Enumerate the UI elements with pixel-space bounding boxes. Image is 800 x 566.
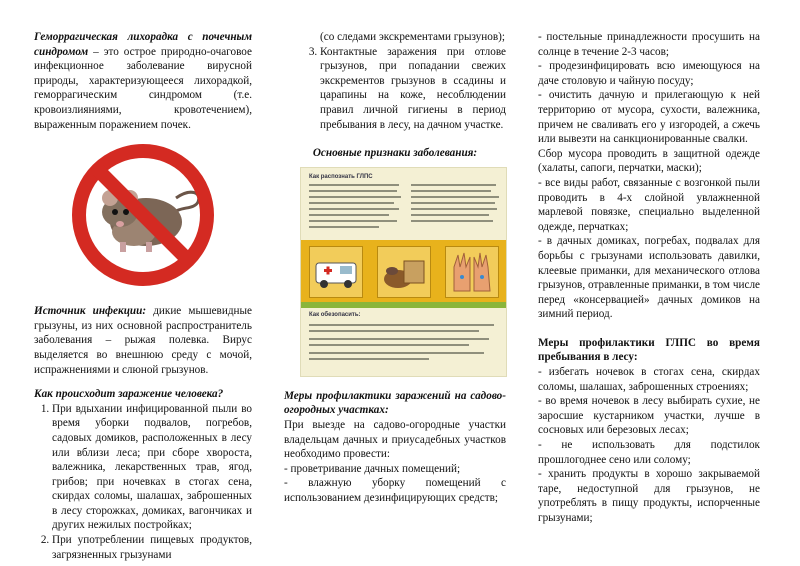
column-3: [538, 30, 760, 526]
forest-item: - не использовать для подстилок прошлогоднее сено или солому;: [538, 439, 760, 466]
how-list: [34, 402, 252, 563]
garden-item: - все виды работ, связанные с возгонкой пыли проводить в 4-х слойной увлажненной марлевой повязке, специально выделенной одежде, перчатках;: [538, 176, 760, 233]
poster-title: Как распознать ГЛПС: [309, 173, 373, 180]
signs-heading: Основные признаки заболевания:: [312, 147, 478, 160]
forest-item: - хранить продукты в хорошо закрываемой таре, недоступной для грызунов, не употреблять в пищу продукты, испорченные грызунами;: [538, 468, 760, 524]
ambulance-icon: [309, 246, 363, 298]
garden-intro: При выезде на садово-огородные участки владельцам дачных и приусадебных участков необходимо провести:: [284, 418, 506, 461]
list-item: 1. При вдыхании инфицированной пыли во время уборки подвалов, погребов, садовых домиков, расположенных в лесу или вблизи леса; при сборе хвороста, валежника, лекарственных трав, ягод, грибов; при ночевках в стогах сена, скирдах соломы, шалашах, заброшенных в лесу сторожках, домиках, вагончиках и других нежилых постройках;: [52, 402, 252, 533]
source-paragraph: [34, 304, 252, 377]
list-item: 3. Контактные заражения при отлове грызунов, при попадании свежих экскрементов грызунов в ссадины и царапины на коже, несоблюдении правил личной гигиены в период пребывания в лесу, на дачном участке.: [320, 45, 506, 133]
hands-icon: [445, 246, 499, 298]
how-heading: Как происходит заражение человека?: [34, 388, 224, 401]
source-text: дикие мышевидные грызуны, из них основной распространитель заболевания – рыжая полевка. Вирус выделяется во внешнюю среду с мочой, испражнениями и слюной грызунов.: [34, 305, 252, 376]
infection-list-cont: [284, 45, 506, 133]
forest-item: - во время ночевок в лесу выбирать сухие, не заросшие кустарником участки, лучше в сосновых или березовых лесах;: [538, 395, 760, 437]
forest-heading: Меры профилактики ГЛПС во время пребывания в лесу:: [538, 336, 760, 364]
bread-icon: [377, 246, 431, 298]
garden-item: - влажную уборку помещений с использованием дезинфицирующих средств;: [284, 477, 506, 504]
garden-item: - в дачных домиках, погребах, подвалах для борьбы с грызунами использовать давилки, клеевые приманки, для механического отлова грызунов, отравленные приманки, в том числе перед «консервацией» дачных домиков на зимний период.: [538, 235, 760, 321]
poster-subtitle: Как обезопасить:: [309, 311, 361, 318]
garden-item: - очистить дачную и прилегающую к ней территорию от мусора, сухости, валежника, причем не сваливать его у изгородей, а сжечь или вывезти на санкционированные свалки.: [538, 89, 760, 146]
symptoms-poster: [300, 167, 507, 377]
list-item: 2. При употреблении пищевых продуктов, загрязненных грызунами: [52, 533, 252, 562]
garden-item: - проветривание дачных помещений;: [284, 462, 461, 475]
source-heading: Источник инфекции:: [34, 305, 147, 318]
no-rats-sign-icon: [68, 140, 218, 290]
forest-item: - избегать ночевок в стогах сена, скирдах соломы, шалашах, заброшенных строениях;: [538, 366, 760, 393]
intro-text: – это острое природно-очаговое инфекционное заболевание вирусной природы, характеризующееся лихорадкой, геморрагическим синдромом (т.е. кровоизлияниями, кровотечением), выраженным поражением почек.: [34, 45, 252, 131]
garden-item: - постельные принадлежности просушить на солнце в течение 2-3 часов;: [538, 31, 760, 58]
garden-item: - продезинфицировать всю имеющуюся на даче столовую и чайную посуду;: [538, 60, 760, 87]
garden-heading: Меры профилактики заражений на садово-огородных участках:: [284, 389, 506, 417]
continued-line: (со следами экскрементами грызунов);: [320, 31, 505, 43]
column-1: [34, 30, 252, 562]
garden-item: Сбор мусора проводить в защитной одежде (халаты, сапоги, перчатки, маски);: [538, 147, 760, 175]
column-2: [284, 30, 506, 506]
disease-name: Геморрагическая лихорадка с почечным синдромом: [34, 31, 252, 58]
intro-paragraph: [34, 30, 252, 132]
